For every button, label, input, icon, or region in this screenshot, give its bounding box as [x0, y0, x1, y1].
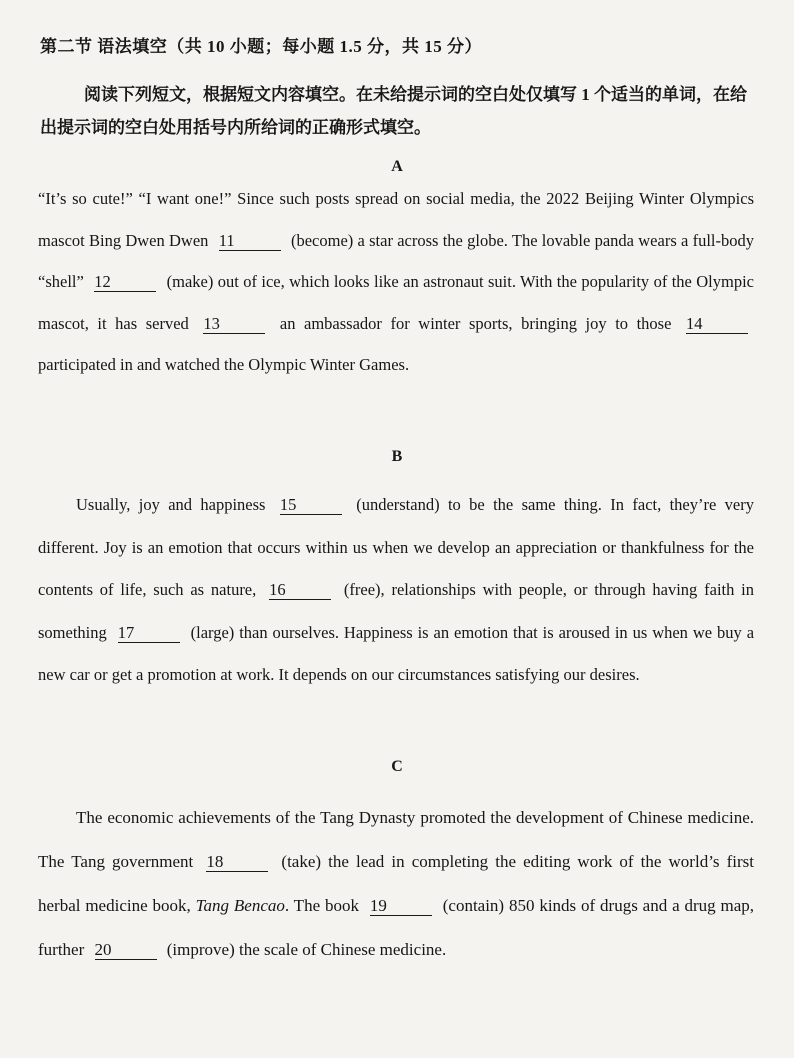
blank-18[interactable]: 18 — [206, 853, 268, 872]
passage-b-text-4: (large) than ourselves. Happiness is an emotion that is aroused in us when we buy a new car or get a promotion at work. It depends on our circumstances satisfying our desires. — [38, 622, 755, 684]
instructions-text: 阅读下列短文，根据短文内容填空。在未给提示词的空白处仅填写 1 个适当的单词，在给出提示词的空白处用括号内所给词的正确形式填空。 — [40, 85, 747, 137]
blank-17[interactable]: 17 — [118, 624, 180, 643]
section-title: 第二节 语法填空（共 10 小题；每小题 1.5 分，共 15 分） — [40, 37, 482, 56]
blank-20[interactable]: 20 — [95, 941, 157, 960]
passage-a-label: A — [391, 158, 403, 175]
passage-c-text-5: (improve) the scale of Chinese medicine. — [166, 940, 447, 959]
passage-b-text-2: (understand) to be the same thing. In fact, they’re very different. Joy is an emotion that occurs within us when we develop an appreciation or thankfulness for the contents of life, such as nature, — [38, 495, 754, 599]
book-title: Tang Bencao — [195, 896, 285, 915]
passage-b — [38, 484, 754, 697]
passage-a-text-3: (make) out of ice, which looks like an astronaut suit. With the popularity of the Olympic mascot, it has served — [38, 272, 755, 333]
passage-a-text-5: participated in and watched the Olympic Winter Games. — [38, 355, 410, 374]
passage-a — [38, 178, 754, 386]
passage-a-text-2: (become) a star across the globe. The lovable panda wears a full-body “shell” — [38, 230, 754, 291]
passage-c — [38, 796, 754, 972]
passage-a-text-4: an ambassador for winter sports, bringing joy to those — [279, 313, 672, 333]
passage-b-text-3: (free), relationships with people, or through having faith in something — [38, 580, 755, 642]
blank-11[interactable]: 11 — [219, 232, 281, 251]
passage-b-text-1: Usually, joy and happiness — [76, 495, 266, 514]
passage-c-text-4: (contain) 850 kinds of drugs and a drug map, further — [38, 896, 755, 959]
passage-c-text-1: The economic achievements of the Tang Dynasty promoted the development of Chinese medicine. The Tang government — [38, 808, 754, 871]
blank-13[interactable]: 13 — [203, 315, 265, 334]
blank-16[interactable]: 16 — [269, 581, 331, 600]
passage-c-text-2: (take) the lead in completing the editing work of the world’s first herbal medicine book, — [38, 852, 754, 915]
instructions — [40, 78, 760, 144]
passage-b-label: B — [391, 448, 403, 465]
blank-12[interactable]: 12 — [94, 273, 156, 292]
blank-14[interactable]: 14 — [686, 315, 748, 334]
blank-19[interactable]: 19 — [370, 897, 432, 916]
passage-c-text-3: . The book — [284, 896, 359, 915]
passage-a-text-1: “It’s so cute!” “I want one!” Since such posts spread on social media, the 2022 Beijing Winter Olympics mascot Bing Dwen Dwen — [38, 189, 754, 250]
blank-15[interactable]: 15 — [280, 496, 342, 515]
passage-c-label: C — [391, 758, 403, 775]
